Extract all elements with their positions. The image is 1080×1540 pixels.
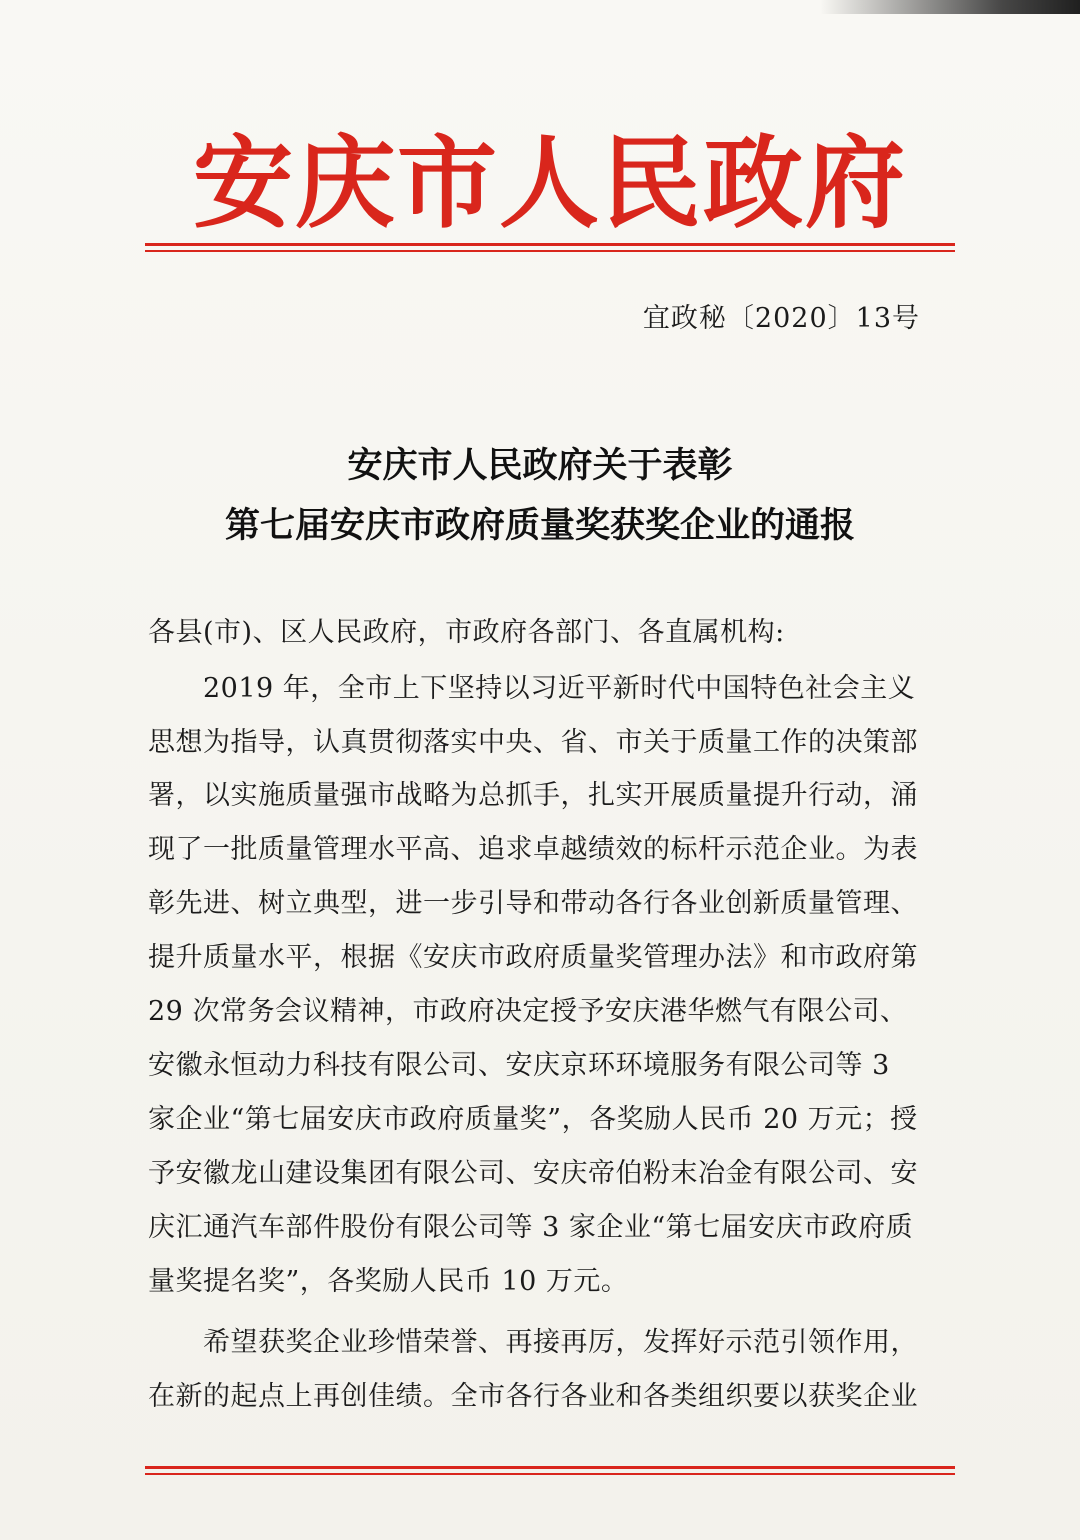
masthead-red-rule-secondary	[145, 250, 955, 252]
masthead-org-name: 安庆市人民政府	[193, 125, 907, 242]
body-line: 庆汇通汽车部件股份有限公司等 3 家企业“第七届安庆市政府质	[148, 1212, 914, 1243]
body-line: 思想为指导，认真贯彻落实中央、省、市关于质量工作的决策部	[148, 727, 918, 758]
body-line: 29 次常务会议精神，市政府决定授予安庆港华燃气有限公司、	[148, 996, 908, 1027]
document-number: 宜政秘〔2020〕13号	[642, 303, 920, 334]
body-line: 希望获奖企业珍惜荣誉、再接再厉，发挥好示范引领作用，	[203, 1327, 918, 1358]
footer-red-rule-secondary	[145, 1473, 955, 1475]
body-line: 在新的起点上再创佳绩。全市各行各业和各类组织要以获奖企业	[148, 1381, 918, 1412]
scan-corner-shadow	[820, 0, 1080, 14]
document-title-line-2: 第七届安庆市政府质量奖获奖企业的通报	[224, 506, 855, 546]
body-line: 现了一批质量管理水平高、追求卓越绩效的标杆示范企业。为表	[148, 834, 918, 865]
body-line: 安徽永恒动力科技有限公司、安庆京环环境服务有限公司等 3	[148, 1050, 890, 1081]
body-line: 家企业“第七届安庆市政府质量奖”，各奖励人民币 20 万元；授	[148, 1104, 918, 1135]
footer-red-rule	[145, 1466, 955, 1469]
body-line: 量奖提名奖”，各奖励人民币 10 万元。	[148, 1266, 629, 1297]
body-line: 彰先进、树立典型，进一步引导和带动各行各业创新质量管理、	[148, 888, 918, 919]
body-line: 予安徽龙山建设集团有限公司、安庆帝伯粉末冶金有限公司、安	[148, 1158, 918, 1189]
body-line: 署，以实施质量强市战略为总抓手，扎实开展质量提升行动，涌	[148, 780, 918, 811]
body-line: 提升质量水平，根据《安庆市政府质量奖管理办法》和市政府第	[148, 942, 918, 973]
body-line: 2019 年，全市上下坚持以习近平新时代中国特色社会主义	[203, 673, 916, 704]
salutation: 各县(市)、区人民政府，市政府各部门、各直属机构:	[148, 617, 785, 648]
document-title-line-1: 安庆市人民政府关于表彰	[347, 446, 733, 486]
masthead-red-rule	[145, 243, 955, 246]
